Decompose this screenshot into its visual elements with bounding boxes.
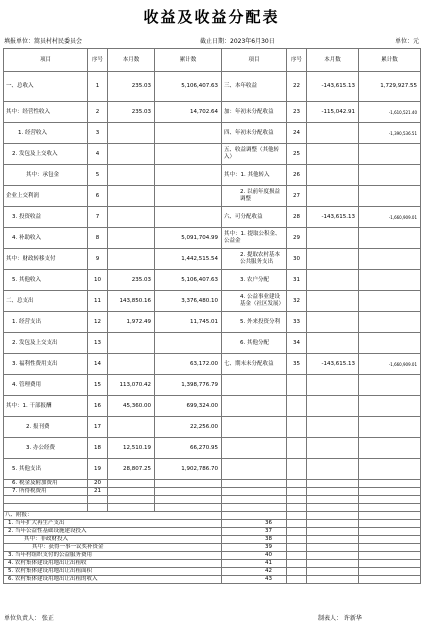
blank-cell [359,552,421,560]
blank-cell [359,568,421,576]
month-amount [307,396,359,417]
line-number: 41 [222,560,287,568]
item-name [222,396,287,417]
table-row [4,123,421,144]
table-row [4,375,421,396]
month-amount: 28,807.25 [108,459,155,480]
blank-cell [359,576,421,584]
month-amount [307,480,359,488]
blank-cell [222,504,287,512]
table-row [4,459,421,480]
appendix-row [4,576,421,584]
line-number: 36 [222,520,287,528]
line-number: 42 [222,568,287,576]
blank-cell [222,496,287,504]
blank-cell [359,496,421,504]
month-amount [307,438,359,459]
appendix-row [4,536,421,544]
item-name: 五、收益调整（其他转入） [222,144,287,165]
blank-cell [287,544,307,552]
month-amount [307,459,359,480]
line-number: 10 [88,270,108,291]
item-name: 5. 其他收入 [4,270,88,291]
blank-cell [287,576,307,584]
income-table [3,48,421,584]
item-name: 四、年初未分配收益 [222,123,287,144]
month-amount [108,354,155,375]
line-number: 3 [88,123,108,144]
line-number [287,459,307,480]
item-name: 3. 投资收益 [4,207,88,228]
month-amount [307,249,359,270]
cumulative-amount [155,123,222,144]
blank-cell [287,568,307,576]
line-number: 43 [222,576,287,584]
line-number: 17 [88,417,108,438]
line-number [287,375,307,396]
month-amount [108,333,155,354]
line-number: 40 [222,552,287,560]
cumulative-amount: -1,610,521.40 [359,102,421,123]
cumulative-amount: 63,172.00 [155,354,222,375]
blank-cell [287,552,307,560]
month-amount [108,123,155,144]
cumulative-amount: 22,256.00 [155,417,222,438]
blank-cell [307,544,359,552]
item-name: 3. 办公经费 [4,438,88,459]
month-amount: 235.03 [108,72,155,102]
blank-cell [287,536,307,544]
cumulative-amount: -1,660,909.01 [359,354,421,375]
item-name [222,480,287,488]
item-name: 4. 公益事业建设基金（社区发展） [222,291,287,312]
table-row [4,72,421,102]
appendix-item: 其中：获得一事一议奖补资金 [4,544,222,552]
table-row [4,312,421,333]
month-amount: 1,972.49 [108,312,155,333]
blank-cell [307,504,359,512]
line-number: 27 [287,186,307,207]
month-amount [307,291,359,312]
item-name: 1. 经营支出 [4,312,88,333]
line-number: 24 [287,123,307,144]
blank-cell [359,520,421,528]
appendix-item: 2. 当年公益性基础设施建设投入 [4,528,222,536]
cumulative-amount: 5,106,407.63 [155,72,222,102]
cumulative-amount [359,312,421,333]
cumulative-amount: 1,442,515.54 [155,249,222,270]
item-name: 2. 以前年度损益调整 [222,186,287,207]
item-name: 6. 其他分配 [222,333,287,354]
blank-cell [359,536,421,544]
appendix-item: 5. 农村集体建设用地出让出租面积 [4,568,222,576]
month-amount: 143,850.16 [108,291,155,312]
line-number: 14 [88,354,108,375]
blank-cell [359,544,421,552]
line-number [287,396,307,417]
cumulative-amount [359,480,421,488]
line-number: 23 [287,102,307,123]
month-amount: -143,615.13 [307,354,359,375]
line-number: 21 [88,488,108,496]
blank-cell [307,536,359,544]
item-name: 二、总支出 [4,291,88,312]
item-name: 其中：财政转移支付 [4,249,88,270]
item-name [222,488,287,496]
table-row [4,186,421,207]
cumulative-amount [359,396,421,417]
item-name: 6. 税金及附加费用 [4,480,88,488]
blank-cell [287,512,307,520]
table-row [4,488,421,496]
appendix-item: 6. 农村集体建设用地出让出租的收入 [4,576,222,584]
report-title: 收益及收益分配表 [143,8,280,26]
cumulative-amount: 14,702.64 [155,102,222,123]
item-name: 3. 农户分配 [222,270,287,291]
preparer: 制表人： 许新华 [318,615,362,622]
line-number: 30 [287,249,307,270]
month-amount [108,249,155,270]
line-number: 7 [88,207,108,228]
item-name [222,438,287,459]
table-row [4,396,421,417]
cumulative-amount: 5,106,407.63 [155,270,222,291]
month-amount [307,270,359,291]
line-number: 15 [88,375,108,396]
item-name: 六、可分配收益 [222,207,287,228]
month-amount [307,488,359,496]
cumulative-amount [359,375,421,396]
line-number [287,417,307,438]
table-row [4,270,421,291]
item-name: 1. 经营收入 [4,123,88,144]
item-name: 其中：1. 提取公积金、公益金 [222,228,287,249]
appendix-item: 1. 当年扩大再生产支出 [4,520,222,528]
blank-cell [307,520,359,528]
appendix-row [4,552,421,560]
cumulative-amount [155,186,222,207]
blank-cell [108,496,155,504]
line-number: 11 [88,291,108,312]
line-number [287,438,307,459]
cumulative-amount [155,333,222,354]
cumulative-amount: 1,729,927.55 [359,72,421,102]
item-name: 5. 其他支出 [4,459,88,480]
blank-cell [307,576,359,584]
month-amount [307,186,359,207]
line-number: 38 [222,536,287,544]
blank-cell [287,496,307,504]
blank-cell [4,496,88,504]
blank-cell [4,504,88,512]
appendix-row [4,520,421,528]
month-amount [307,123,359,144]
item-name: 3. 福利性费用支出 [4,354,88,375]
appendix-item: 其中：非政财投入 [4,536,222,544]
cumulative-amount: -1,390,536.51 [359,123,421,144]
blank-cell [359,560,421,568]
line-number: 35 [287,354,307,375]
cumulative-amount [155,488,222,496]
line-number: 12 [88,312,108,333]
line-number: 29 [287,228,307,249]
blank-cell [307,552,359,560]
table-row [4,228,421,249]
line-number: 9 [88,249,108,270]
item-name: 7. 所得税费用 [4,488,88,496]
cumulative-amount: 3,376,480.10 [155,291,222,312]
line-number: 20 [88,480,108,488]
month-amount [108,417,155,438]
cutoff-date: 截止日期：2023年6月30日 [200,38,275,45]
month-amount: -115,042.91 [307,102,359,123]
blank-cell [359,512,421,520]
blank-cell [307,560,359,568]
appendix-row [4,560,421,568]
month-amount [307,375,359,396]
line-number: 33 [287,312,307,333]
month-amount [307,417,359,438]
month-amount [307,228,359,249]
column-header: 项目 [4,49,88,72]
blank-cell [222,512,287,520]
item-name: 其中：1. 干部报酬 [4,396,88,417]
table-row [4,417,421,438]
blank-cell [287,528,307,536]
cumulative-amount [359,438,421,459]
item-name: 2. 提取农村基本公共服务支出 [222,249,287,270]
table-row [4,291,421,312]
cumulative-amount: 699,324.00 [155,396,222,417]
item-name: 其中：承包金 [4,165,88,186]
reporting-unit: 填报单位：篙员村村民委员会 [4,38,83,45]
line-number: 32 [287,291,307,312]
line-number [287,488,307,496]
currency-unit: 单位：元 [394,38,419,45]
blank-cell [307,528,359,536]
month-amount: -143,615.13 [307,207,359,228]
report-meta [0,34,423,46]
column-header: 累计数 [155,49,222,72]
table-row [4,207,421,228]
month-amount [108,228,155,249]
item-name: 加：年初未分配收益 [222,102,287,123]
month-amount [108,488,155,496]
month-amount: 12,510.19 [108,438,155,459]
blank-cell [359,504,421,512]
line-number: 34 [287,333,307,354]
item-name: 其中：经营性收入 [4,102,88,123]
line-number: 4 [88,144,108,165]
blank-cell [287,520,307,528]
item-name: 2. 发包及上交支出 [4,333,88,354]
cumulative-amount [359,186,421,207]
table-row [4,165,421,186]
appendix-item: 3. 当年村组织支付的公益服务费用 [4,552,222,560]
item-name: 三、本年收益 [222,72,287,102]
blank-cell [307,496,359,504]
line-number: 22 [287,72,307,102]
item-name: 一、总收入 [4,72,88,102]
item-name: 其中：1. 其他转入 [222,165,287,186]
line-number: 19 [88,459,108,480]
line-number: 37 [222,528,287,536]
month-amount [108,144,155,165]
cumulative-amount [359,165,421,186]
appendix-row [4,544,421,552]
blank-cell [307,568,359,576]
cumulative-amount [155,207,222,228]
cumulative-amount: -1,660,909.01 [359,207,421,228]
line-number: 13 [88,333,108,354]
appendix-row [4,528,421,536]
cumulative-amount [155,480,222,488]
table-row [4,354,421,375]
line-number: 25 [287,144,307,165]
cumulative-amount: 1,902,786.70 [155,459,222,480]
cumulative-amount [359,417,421,438]
month-amount [307,144,359,165]
cumulative-amount [359,249,421,270]
column-header: 本月数 [307,49,359,72]
item-name: 2. 报刊费 [4,417,88,438]
month-amount [108,207,155,228]
responsible-person: 单位负责人： 张正 [4,615,54,622]
column-header: 本月数 [108,49,155,72]
cumulative-amount [359,333,421,354]
item-name [222,375,287,396]
line-number: 26 [287,165,307,186]
cumulative-amount: 11,745.01 [155,312,222,333]
column-header: 序号 [287,49,307,72]
blank-cell [88,496,108,504]
item-name [222,459,287,480]
item-name: 七、期末未分配收益 [222,354,287,375]
item-name: 企业上交利润 [4,186,88,207]
item-name [222,417,287,438]
appendix-row [4,568,421,576]
appendix-heading-row [4,512,421,520]
cumulative-amount: 5,091,704.99 [155,228,222,249]
item-name: 5. 外来投资分利 [222,312,287,333]
cumulative-amount: 66,270.95 [155,438,222,459]
table-row [4,333,421,354]
line-number: 16 [88,396,108,417]
blank-cell [155,504,222,512]
signature-footer [0,612,423,627]
month-amount [108,186,155,207]
month-amount: 113,070.42 [108,375,155,396]
cumulative-amount [155,165,222,186]
month-amount [307,333,359,354]
cumulative-amount [359,228,421,249]
line-number: 8 [88,228,108,249]
line-number: 28 [287,207,307,228]
month-amount [307,312,359,333]
line-number: 18 [88,438,108,459]
cumulative-amount [359,459,421,480]
cumulative-amount: 1,398,776.79 [155,375,222,396]
line-number: 39 [222,544,287,552]
blank-cell [307,512,359,520]
line-number: 5 [88,165,108,186]
line-number: 2 [88,102,108,123]
blank-cell [287,504,307,512]
appendix-item: 4. 农村集体建设用地出让出租收 [4,560,222,568]
cumulative-amount [359,270,421,291]
item-name: 2. 发包及上交收入 [4,144,88,165]
blank-cell [287,560,307,568]
appendix-heading: 八、附报： [4,512,222,520]
month-amount: 45,360.00 [108,396,155,417]
cumulative-amount [359,488,421,496]
line-number: 6 [88,186,108,207]
column-header: 项目 [222,49,287,72]
table-row [4,144,421,165]
table-header-row [4,49,421,72]
month-amount: -143,615.13 [307,72,359,102]
line-number: 31 [287,270,307,291]
blank-cell [155,496,222,504]
cumulative-amount [359,291,421,312]
month-amount [307,165,359,186]
cumulative-amount [155,144,222,165]
blank-cell [359,528,421,536]
table-row [4,102,421,123]
column-header: 累计数 [359,49,421,72]
month-amount: 235.03 [108,270,155,291]
blank-cell [88,504,108,512]
table-row [4,249,421,270]
item-name: 4. 补助收入 [4,228,88,249]
line-number: 1 [88,72,108,102]
income-distribution-sheet [3,48,420,618]
table-row [4,438,421,459]
item-name: 4. 管理费用 [4,375,88,396]
blank-row [4,504,421,512]
blank-row [4,496,421,504]
month-amount [108,480,155,488]
month-amount [108,165,155,186]
month-amount: 235.03 [108,102,155,123]
table-row [4,480,421,488]
cumulative-amount [359,144,421,165]
line-number [287,480,307,488]
column-header: 序号 [88,49,108,72]
blank-cell [108,504,155,512]
